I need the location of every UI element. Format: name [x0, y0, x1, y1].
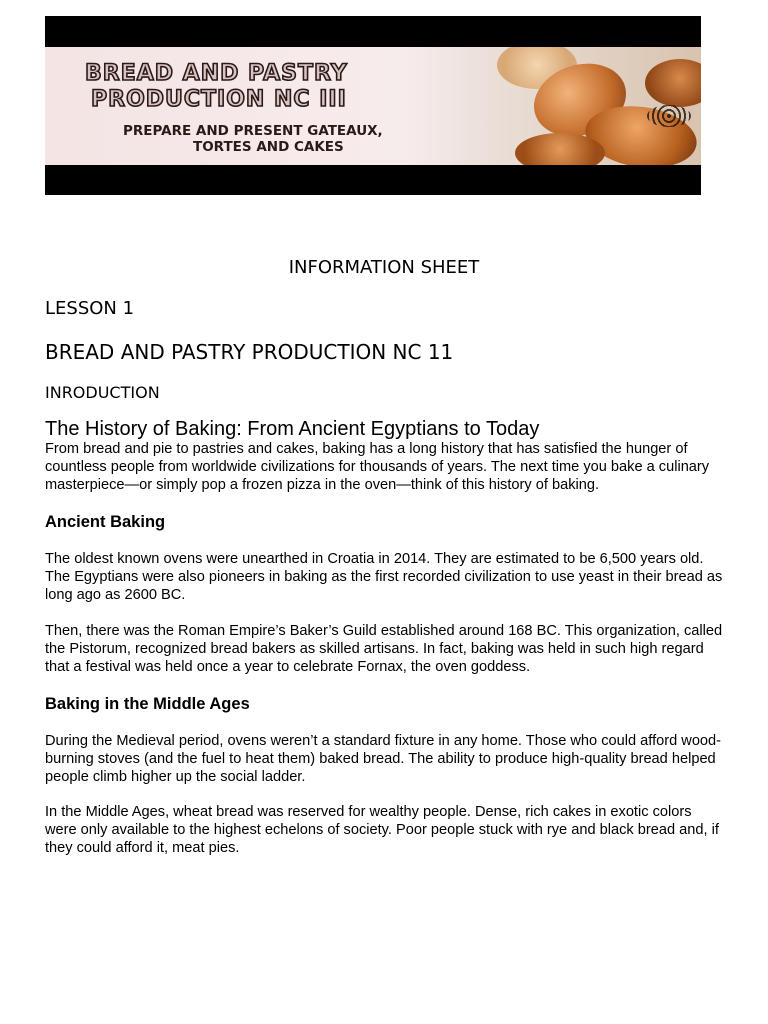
middle-ages-paragraph-1: During the Medieval period, ovens weren’t a standard fixture in any home. Those who could afford wood-burning stoves (and the fuel to heat them) baked bread. The ability to produce high-quality bread helped people climb higher up the social ladder.: [45, 733, 722, 785]
banner-title-line2: PRODUCTION NC III: [91, 87, 347, 112]
middle-ages-paragraph-2: In the Middle Ages, wheat bread was reserved for wealthy people. Dense, rich cakes in exotic colors were only available to the highest echelons of society. Poor people stuck with rye and black bread and, if they could afford it, meat pies.: [45, 804, 719, 856]
ancient-paragraph-1: The oldest known ovens were unearthed in Croatia in 2014. They are estimated to be 6,500 years old. The Egyptians were also pioneers in baking as the first recorded civilization to use yeast in their bread as long ago as 2600 BC.: [45, 551, 723, 603]
sheet-title: INFORMATION SHEET: [288, 257, 480, 278]
banner-subtitle-line1: PREPARE AND PRESENT GATEAUX,: [123, 123, 383, 139]
ancient-paragraph-2: Then, there was the Roman Empire’s Baker’s Guild established around 168 BC. This organization, called the Pistorum, recognized bread bakers as skilled artisans. In fact, baking was held in such high regard that a festival was held once a year to celebrate Fornax, the oven goddess.: [45, 623, 723, 675]
history-paragraph: From bread and pie to pastries and cakes, baking has a long history that has satisfied the hunger of countless people from worldwide civilizations for thousands of years. The next time you bake a culinary masterpiece—or simply pop a frozen pizza in the oven—think of this history of baking.: [45, 441, 710, 493]
middle-ages-heading: Baking in the Middle Ages: [45, 695, 250, 713]
course-heading: BREAD AND PASTRY PRODUCTION NC 11: [45, 340, 454, 364]
banner-image: [45, 47, 701, 165]
history-heading: The History of Baking: From Ancient Egyptians to Today: [45, 418, 540, 440]
pastry-image: [645, 59, 701, 107]
lesson-label: LESSON 1: [45, 298, 135, 319]
introduction-label: INRODUCTION: [45, 383, 160, 402]
ancient-baking-heading: Ancient Baking: [45, 513, 166, 531]
header-banner: [45, 16, 701, 195]
seeds-decoration: [647, 105, 691, 127]
banner-subtitle-line2: TORTES AND CAKES: [193, 139, 344, 155]
banner-title-line1: BREAD AND PASTRY: [85, 61, 348, 86]
pastry-image: [515, 133, 605, 165]
